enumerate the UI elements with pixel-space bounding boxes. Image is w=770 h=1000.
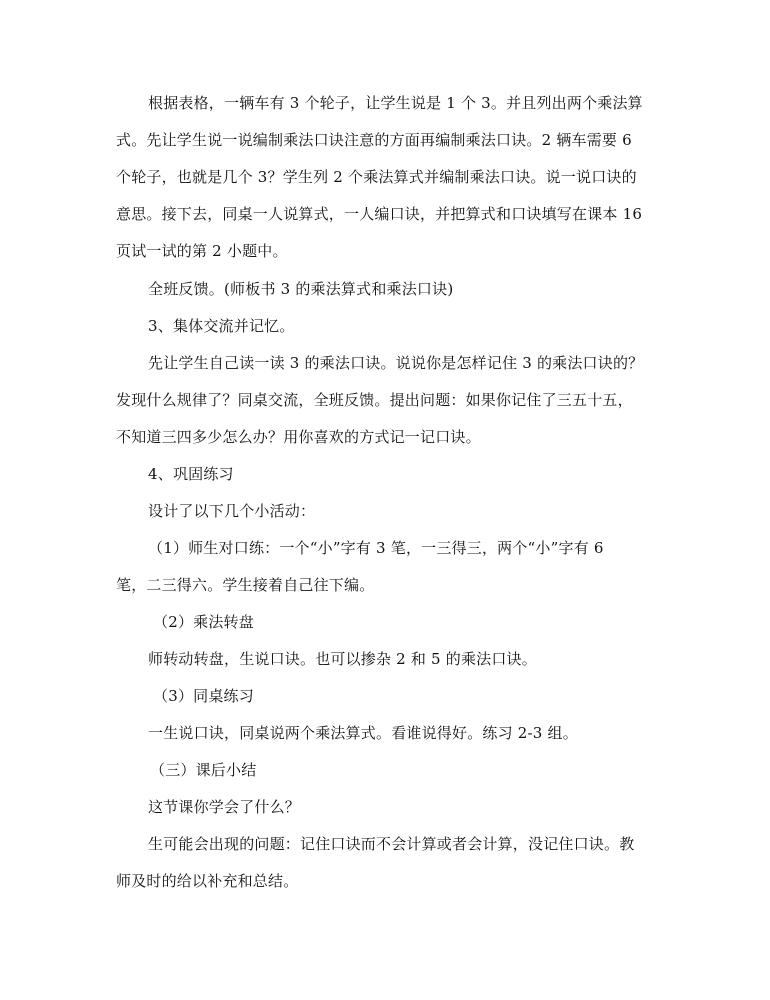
activity-1-line-2: 笔，二三得六。学生接着自己往下编。 xyxy=(116,576,375,594)
activity-1-line-1: （1）师生对口练：一个“小”字有 3 笔，一三得三，两个“小”字有 6 xyxy=(148,539,604,557)
section-heading-4: 4、巩固练习 xyxy=(148,465,234,483)
paragraph-line-3: 个轮子，也就是几个 3？学生列 2 个乘法算式并编制乘法口诀。说一说口诀的 xyxy=(116,168,637,186)
summary-line-2: 师及时的给以补充和总结。 xyxy=(116,872,299,890)
paragraph-line-4: 意思。接下去，同桌一人说算式，一人编口诀，并把算式和口诀填写在课本 16 xyxy=(116,205,643,223)
summary-heading: （三）课后小结 xyxy=(150,761,257,779)
paragraph-line-2: 式。先让学生说一说编制乘法口诀注意的方面再编制乘法口诀。2 辆车需要 6 xyxy=(116,131,632,149)
activity-2-heading: （2）乘法转盘 xyxy=(153,613,254,631)
activity-3-heading: （3）同桌练习 xyxy=(153,687,254,705)
activity-3-text: 一生说口诀，同桌说两个乘法算式。看谁说得好。练习 2-3 组。 xyxy=(148,724,578,742)
paragraph-line-1: 根据表格，一辆车有 3 个轮子，让学生说是 1 个 3。并且列出两个乘法算 xyxy=(148,94,643,112)
section-heading-3: 3、集体交流并记忆。 xyxy=(148,317,295,335)
activities-intro: 设计了以下几个小活动： xyxy=(148,502,316,520)
paragraph-line-5: 页试一试的第 2 小题中。 xyxy=(116,242,288,260)
paragraph-line-8: 先让学生自己读一读 3 的乘法口诀。说说你是怎样记住 3 的乘法口诀的？ xyxy=(148,354,644,372)
activity-2-text: 师转动转盘，生说口诀。也可以掺杂 2 和 5 的乘法口诀。 xyxy=(148,650,537,668)
summary-line-1: 生可能会出现的问题：记住口诀而不会计算或者会计算，没记住口诀。教 xyxy=(148,835,635,853)
summary-question: 这节课你学会了什么？ xyxy=(148,798,301,816)
paragraph-line-10: 不知道三四多少怎么办？用你喜欢的方式记一记口诀。 xyxy=(116,428,481,446)
feedback-line: 全班反馈。(师板书 3 的乘法算式和乘法口诀) xyxy=(148,280,454,298)
paragraph-line-9: 发现什么规律了？同桌交流，全班反馈。提出问题：如果你记住了三五十五， xyxy=(116,391,633,409)
